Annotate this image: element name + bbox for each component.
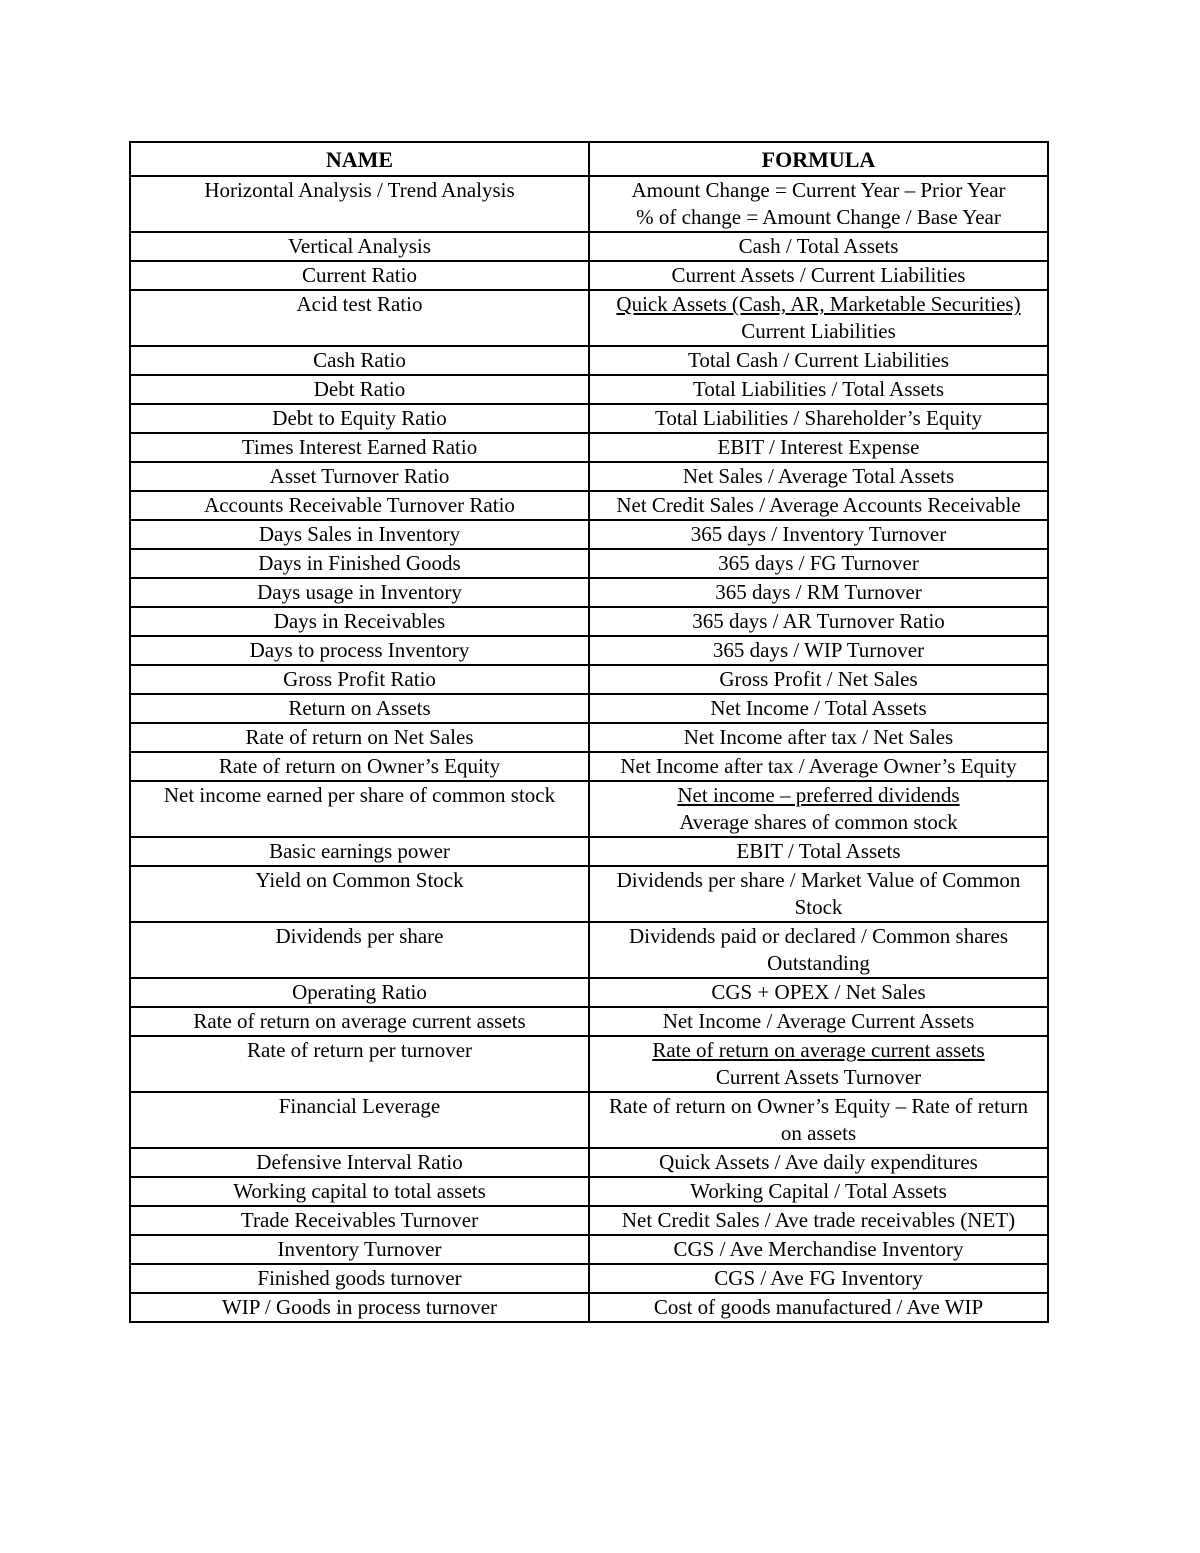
ratio-name-cell: WIP / Goods in process turnover [130, 1293, 589, 1322]
table-row [130, 1264, 1048, 1293]
formula-cell [589, 462, 1048, 491]
table-row [130, 578, 1048, 607]
formula-line: CGS / Ave FG Inventory [714, 1266, 923, 1290]
table-row [130, 837, 1048, 866]
formula-cell [589, 781, 1048, 837]
formula-line: Cost of goods manufactured / Ave WIP [653, 1295, 984, 1319]
formula-cell [589, 723, 1048, 752]
ratio-name-cell: Rate of return per turnover [130, 1036, 589, 1092]
ratio-name-cell: Financial Leverage [130, 1092, 589, 1148]
table-row [130, 1235, 1048, 1264]
ratio-name-cell: Finished goods turnover [130, 1264, 589, 1293]
table-row [130, 723, 1048, 752]
formula-line: CGS + OPEX / Net Sales [711, 980, 926, 1004]
ratio-name-cell: Horizontal Analysis / Trend Analysis [130, 176, 589, 232]
formula-line: Net Credit Sales / Ave trade receivables (NET) [621, 1208, 1016, 1232]
formula-cell [589, 404, 1048, 433]
formula-cell [589, 1264, 1048, 1293]
formula-line: Total Cash / Current Liabilities [688, 348, 949, 372]
formula-numerator: Net income – preferred dividends [677, 783, 960, 807]
formula-line: Total Liabilities / Shareholder’s Equity [654, 406, 983, 430]
table-row [130, 607, 1048, 636]
formula-line: Net Income after tax / Average Owner’s Equity [620, 754, 1017, 778]
table-row [130, 665, 1048, 694]
ratio-name-cell: Vertical Analysis [130, 232, 589, 261]
header-formula: FORMULA [589, 142, 1048, 176]
ratio-name-cell: Acid test Ratio [130, 290, 589, 346]
ratio-name-cell: Rate of return on average current assets [130, 1007, 589, 1036]
formula-line: Current Assets / Current Liabilities [671, 263, 966, 287]
table-row [130, 346, 1048, 375]
ratio-name-cell: Operating Ratio [130, 978, 589, 1007]
formula-line: Amount Change = Current Year – Prior Year [631, 178, 1006, 202]
ratio-name-cell: Trade Receivables Turnover [130, 1206, 589, 1235]
formula-cell [589, 1293, 1048, 1322]
formula-cell [589, 1092, 1048, 1148]
table-row [130, 922, 1048, 978]
ratio-name-cell: Defensive Interval Ratio [130, 1148, 589, 1177]
formula-cell [589, 1235, 1048, 1264]
formula-numerator: Rate of return on average current assets [652, 1038, 985, 1062]
table-row [130, 290, 1048, 346]
ratio-name-cell: Times Interest Earned Ratio [130, 433, 589, 462]
formula-cell [589, 694, 1048, 723]
formula-cell [589, 636, 1048, 665]
formula-cell [589, 752, 1048, 781]
formula-cell [589, 232, 1048, 261]
ratio-name-cell: Days in Finished Goods [130, 549, 589, 578]
ratio-name-cell: Inventory Turnover [130, 1235, 589, 1264]
formula-cell [589, 176, 1048, 232]
formula-line: 365 days / WIP Turnover [712, 638, 925, 662]
ratio-name-cell: Days in Receivables [130, 607, 589, 636]
ratio-name-cell: Return on Assets [130, 694, 589, 723]
ratio-name-cell: Yield on Common Stock [130, 866, 589, 922]
formula-cell [589, 978, 1048, 1007]
table-header [130, 142, 1048, 176]
table-row [130, 866, 1048, 922]
ratio-name-cell: Working capital to total assets [130, 1177, 589, 1206]
formula-cell [589, 578, 1048, 607]
formula-cell [589, 1007, 1048, 1036]
formula-denominator: Current Assets Turnover [715, 1065, 922, 1089]
table-row [130, 232, 1048, 261]
ratio-name-cell: Accounts Receivable Turnover Ratio [130, 491, 589, 520]
formula-cell [589, 520, 1048, 549]
formula-cell [589, 1177, 1048, 1206]
table-row [130, 781, 1048, 837]
ratio-name-cell: Rate of return on Owner’s Equity [130, 752, 589, 781]
formula-line: Quick Assets / Ave daily expenditures [659, 1150, 978, 1174]
ratio-name-cell: Days to process Inventory [130, 636, 589, 665]
table-row [130, 433, 1048, 462]
formula-cell [589, 665, 1048, 694]
header-name: NAME [130, 142, 589, 176]
formula-numerator: Quick Assets (Cash, AR, Marketable Securities) [616, 292, 1021, 316]
formula-denominator: Current Liabilities [741, 319, 896, 343]
table-row [130, 261, 1048, 290]
table-row [130, 978, 1048, 1007]
table-row [130, 752, 1048, 781]
formula-cell [589, 922, 1048, 978]
ratio-name-cell: Basic earnings power [130, 837, 589, 866]
ratio-name-cell: Days usage in Inventory [130, 578, 589, 607]
formula-cell [589, 607, 1048, 636]
table-row [130, 636, 1048, 665]
formula-line: Net Income after tax / Net Sales [683, 725, 954, 749]
table-row [130, 491, 1048, 520]
formula-line: % of change = Amount Change / Base Year [636, 205, 1001, 229]
formula-cell [589, 491, 1048, 520]
formula-line: Dividends paid or declared / Common shares Outstanding [628, 924, 1009, 975]
formula-line: Cash / Total Assets [738, 234, 899, 258]
ratio-name-cell: Days Sales in Inventory [130, 520, 589, 549]
ratio-formula-table [129, 141, 1049, 1323]
formula-cell [589, 1206, 1048, 1235]
ratio-name-cell: Gross Profit Ratio [130, 665, 589, 694]
table-row [130, 549, 1048, 578]
table-row [130, 462, 1048, 491]
ratio-name-cell: Current Ratio [130, 261, 589, 290]
table-row [130, 1293, 1048, 1322]
formula-line: EBIT / Total Assets [736, 839, 901, 863]
formula-line: Working Capital / Total Assets [690, 1179, 947, 1203]
ratio-name-cell: Asset Turnover Ratio [130, 462, 589, 491]
ratio-name-cell: Debt Ratio [130, 375, 589, 404]
formula-line: Net Sales / Average Total Assets [682, 464, 955, 488]
ratio-name-cell: Cash Ratio [130, 346, 589, 375]
header-row [130, 142, 1048, 176]
formula-line: EBIT / Interest Expense [717, 435, 920, 459]
table-row [130, 176, 1048, 232]
formula-cell [589, 1148, 1048, 1177]
formula-line: Net Credit Sales / Average Accounts Receivable [616, 493, 1021, 517]
formula-cell [589, 433, 1048, 462]
formula-line: Net Income / Average Current Assets [662, 1009, 975, 1033]
table-row [130, 1148, 1048, 1177]
ratio-name-cell: Debt to Equity Ratio [130, 404, 589, 433]
table-row [130, 1036, 1048, 1092]
formula-line: 365 days / RM Turnover [715, 580, 922, 604]
formula-cell [589, 375, 1048, 404]
formula-cell [589, 866, 1048, 922]
formula-cell [589, 1036, 1048, 1092]
formula-line: 365 days / Inventory Turnover [690, 522, 947, 546]
formula-cell [589, 837, 1048, 866]
formula-cell [589, 290, 1048, 346]
table-row [130, 520, 1048, 549]
table-row [130, 375, 1048, 404]
table-row [130, 1092, 1048, 1148]
ratio-name-cell: Net income earned per share of common stock [130, 781, 589, 837]
formula-cell [589, 261, 1048, 290]
table-row [130, 694, 1048, 723]
table-row [130, 1206, 1048, 1235]
formula-denominator: Average shares of common stock [679, 810, 958, 834]
formula-line: Gross Profit / Net Sales [719, 667, 918, 691]
formula-cell [589, 549, 1048, 578]
formula-line: 365 days / FG Turnover [718, 551, 919, 575]
table-row [130, 1007, 1048, 1036]
ratio-name-cell: Dividends per share [130, 922, 589, 978]
formula-line: Rate of return on Owner’s Equity – Rate of return on assets [609, 1094, 1028, 1145]
formula-line: Dividends per share / Market Value of Common Stock [616, 868, 1021, 919]
table-body [130, 176, 1048, 1322]
formula-line: Total Liabilities / Total Assets [693, 377, 944, 401]
formula-line: Net Income / Total Assets [710, 696, 927, 720]
formula-line: CGS / Ave Merchandise Inventory [673, 1237, 964, 1261]
formula-line: 365 days / AR Turnover Ratio [692, 609, 945, 633]
table-row [130, 404, 1048, 433]
formula-cell [589, 346, 1048, 375]
ratio-name-cell: Rate of return on Net Sales [130, 723, 589, 752]
table-row [130, 1177, 1048, 1206]
